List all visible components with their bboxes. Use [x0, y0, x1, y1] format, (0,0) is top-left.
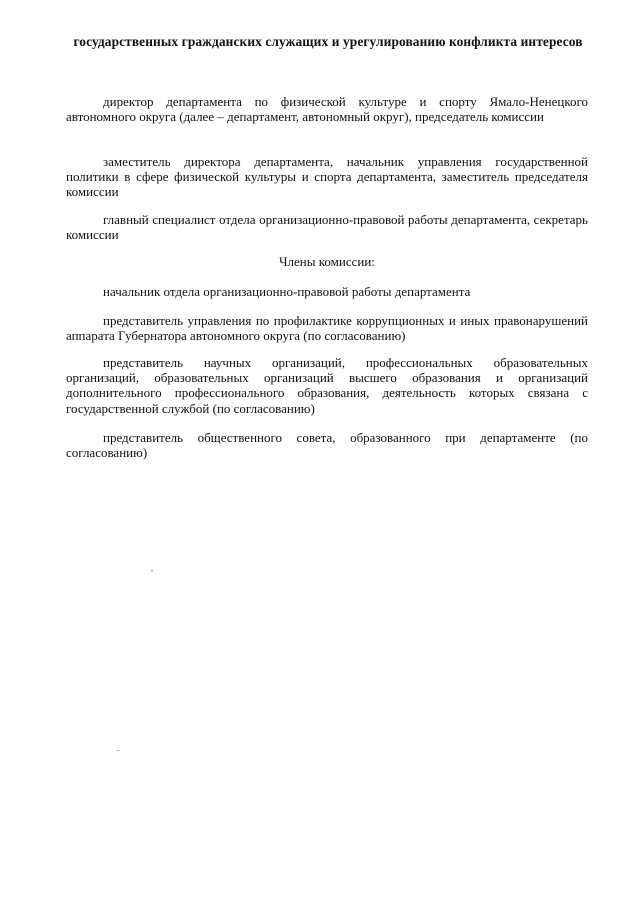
member-item-4: представитель общественного совета, образованного при департаменте (по согласованию): [66, 430, 588, 461]
chair-paragraph: директор департамента по физической культуре и спорту Ямало-Ненецкого автономного округа (далее – департамент, автономный округ), председатель комиссии: [66, 94, 588, 125]
member-item-2: представитель управления по профилактике коррупционных и иных правонарушений аппарата Губернатора автономного округа (по согласованию): [66, 313, 588, 344]
members-heading: Члены комиссии:: [279, 254, 375, 269]
scan-speck: [117, 750, 119, 751]
member-item-3: представитель научных организаций, профессиональных образовательных организаций, образовательных организаций высшего образования и организаций дополнительного профессионального образования, деятельность которых связана с государственной службой (по согласованию): [66, 355, 588, 416]
document-title: государственных гражданских служащих и урегулированию конфликта интересов: [73, 34, 583, 49]
scan-speck: [151, 570, 153, 571]
deputy-chair-paragraph: заместитель директора департамента, начальник управления государственной политики в сфере физической культуры и спорта департамента, заместитель председателя комиссии: [66, 154, 588, 200]
secretary-paragraph: главный специалист отдела организационно-правовой работы департамента, секретарь комиссии: [66, 212, 588, 243]
member-item-1: начальник отдела организационно-правовой работы департамента: [103, 284, 471, 299]
